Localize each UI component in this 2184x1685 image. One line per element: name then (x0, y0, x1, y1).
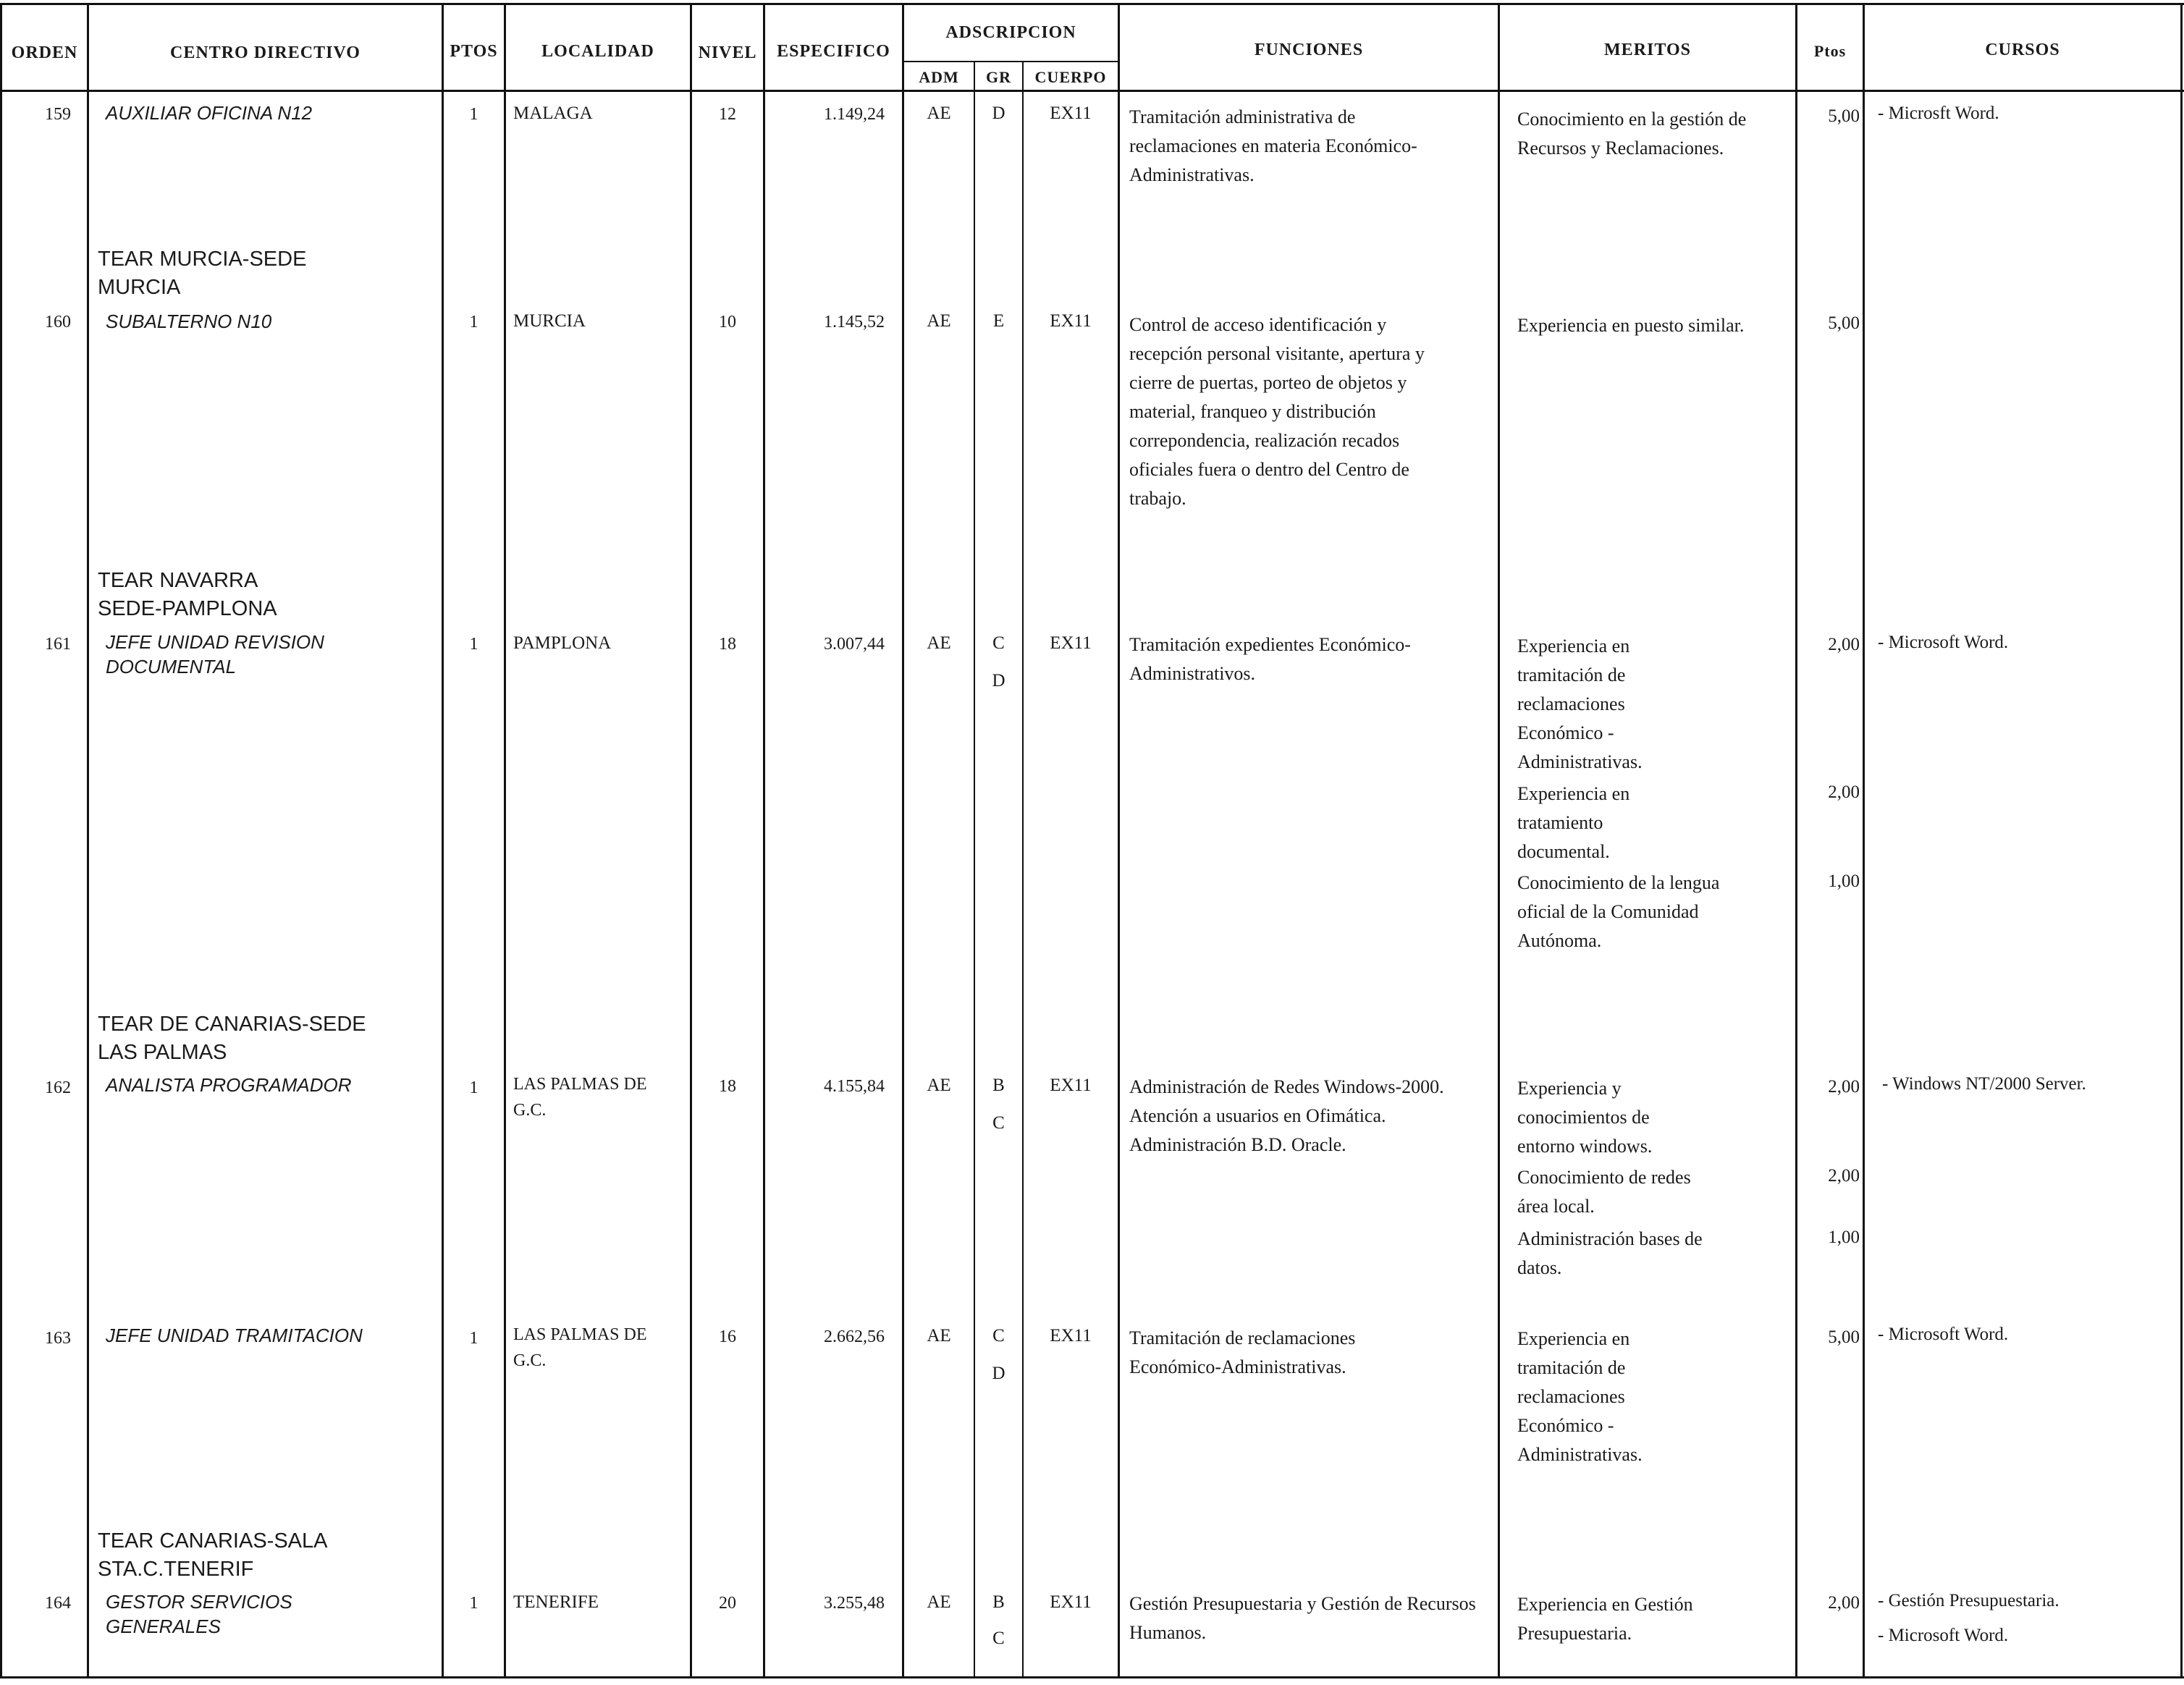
row-curso: - Microsft Word. (1878, 104, 1999, 123)
row-localidad: MURCIA (513, 311, 586, 331)
header-bottom-rule (0, 90, 2184, 92)
row-ptos: 1 (469, 1594, 478, 1613)
col-divider-nivel (763, 3, 765, 1678)
row-curso: - Windows NT/2000 Server. (1882, 1074, 2086, 1094)
row-merito-pts: 2,00 (1828, 1593, 1860, 1613)
header-gr: GR (986, 68, 1011, 86)
row-funciones: Control de acceso identificación y recepción personal visitante, apertura y cierre de puertas, porteo de objetos y material, franqueo y distribución correpondencia, realización recados oficiales fuera o dentro del Centro de trabajo. (1129, 314, 1425, 509)
header-localidad: LOCALIDAD (541, 42, 654, 61)
row-cuerpo: EX11 (1050, 104, 1092, 123)
row-cuerpo: EX11 (1050, 633, 1092, 653)
col-divider-funciones (1498, 3, 1500, 1678)
row-puesto: AUXILIAR OFICINA N12 (106, 102, 313, 124)
row-merito-text: Experiencia y conocimientos de entorno windows. (1517, 1078, 1653, 1157)
row-merito-pts: 1,00 (1828, 1228, 1860, 1247)
row-adm: AE (927, 1076, 951, 1095)
row-adm: AE (927, 1592, 951, 1612)
row-merito-pts: 2,00 (1828, 1166, 1860, 1186)
row-merito-pts: 5,00 (1828, 1327, 1860, 1347)
row-centro-directivo: TEAR MURCIA-SEDE MURCIA (98, 248, 307, 299)
row-gr: C (992, 1326, 1005, 1346)
row-puesto: JEFE UNIDAD REVISION DOCUMENTAL (106, 631, 324, 677)
row-puesto: JEFE UNIDAD TRAMITACION (106, 1325, 363, 1346)
row-gr: C (992, 633, 1005, 653)
row-orden: 160 (45, 313, 71, 331)
row-localidad: LAS PALMAS DE G.C. (513, 1325, 647, 1370)
row-gr-secondary: D (992, 671, 1005, 691)
row-funciones: Administración de Redes Windows-2000. Atención a usuarios en Ofimática. Administración B.D. Oracle. (1129, 1076, 1444, 1155)
row-cuerpo: EX11 (1050, 311, 1092, 331)
header-cursos: CURSOS (1985, 41, 2060, 59)
row-puesto: GESTOR SERVICIOS GENERALES (106, 1591, 292, 1637)
col-divider-especifico (902, 3, 904, 1678)
row-curso: - Microsoft Word. (1878, 1325, 2009, 1344)
col-divider-adm (974, 61, 975, 1678)
row-ptos: 1 (469, 1078, 478, 1097)
col-divider-cuerpo (1118, 3, 1120, 1678)
row-gr: B (992, 1592, 1005, 1612)
row-adm: AE (927, 633, 951, 653)
row-merito-pts: 2,00 (1828, 782, 1860, 802)
row-localidad: PAMPLONA (513, 633, 612, 653)
col-divider-ptos (504, 3, 506, 1678)
header-adscripcion: ADSCRIPCION (945, 23, 1076, 42)
row-gr-secondary: C (992, 1113, 1005, 1133)
row-funciones: Tramitación administrativa de reclamaciones en materia Económico-Administrativas. (1129, 106, 1417, 185)
adscripcion-sub-rule (902, 61, 1118, 62)
col-divider-orden (87, 3, 89, 1678)
row-merito-text: Experiencia en Gestión Presupuestaria. (1517, 1594, 1693, 1644)
header-cuerpo: CUERPO (1034, 68, 1107, 86)
row-orden: 161 (45, 635, 71, 654)
row-funciones: Tramitación de reclamaciones Económico-Administrativas. (1129, 1327, 1356, 1377)
row-especifico: 3.007,44 (824, 635, 885, 654)
row-cuerpo: EX11 (1050, 1076, 1092, 1095)
row-ptos: 1 (469, 635, 478, 654)
row-gr: E (992, 311, 1005, 331)
row-merito-text: Conocimiento de redes área local. (1517, 1167, 1691, 1217)
row-nivel: 10 (719, 313, 736, 331)
left-border (0, 3, 2, 1678)
row-gr-secondary: D (992, 1364, 1005, 1383)
row-centro-directivo: TEAR CANARIAS-SALA STA.C.TENERIF (98, 1529, 326, 1581)
header-orden: ORDEN (11, 43, 78, 62)
row-adm: AE (927, 104, 951, 123)
row-merito-text: Conocimiento de la lengua oficial de la Comunidad Autónoma. (1517, 872, 1720, 951)
row-nivel: 18 (719, 635, 736, 654)
row-merito-pts: 5,00 (1828, 106, 1860, 126)
row-puesto: ANALISTA PROGRAMADOR (106, 1074, 352, 1096)
row-ptos: 1 (469, 313, 478, 331)
row-funciones: Gestión Presupuestaria y Gestión de Recursos Humanos. (1129, 1593, 1476, 1643)
row-orden: 162 (45, 1078, 71, 1097)
row-ptos: 1 (469, 105, 478, 124)
row-cuerpo: EX11 (1050, 1326, 1092, 1346)
row-especifico: 1.145,52 (824, 313, 885, 331)
row-centro-directivo: TEAR DE CANARIAS-SEDE LAS PALMAS (98, 1013, 366, 1064)
row-adm: AE (927, 1326, 951, 1346)
row-localidad: LAS PALMAS DE G.C. (513, 1075, 647, 1120)
row-puesto: SUBALTERNO N10 (106, 311, 272, 332)
col-divider-centro (442, 3, 444, 1678)
row-ptos: 1 (469, 1329, 478, 1348)
row-merito-text: Administración bases de datos. (1517, 1228, 1703, 1278)
row-adm: AE (927, 311, 951, 331)
row-merito-pts: 2,00 (1828, 1077, 1860, 1097)
row-nivel: 12 (719, 105, 736, 124)
row-curso: - Microsoft Word. (1878, 633, 2009, 652)
row-especifico: 4.155,84 (824, 1077, 885, 1096)
header-adm: ADM (919, 68, 959, 86)
row-gr-secondary: C (992, 1629, 1005, 1648)
header-centro-directivo: CENTRO DIRECTIVO (170, 43, 361, 62)
header-especifico: ESPECIFICO (777, 42, 890, 61)
header-funciones: FUNCIONES (1254, 41, 1364, 59)
row-merito-pts: 2,00 (1828, 635, 1860, 654)
row-localidad: TENERIFE (513, 1592, 599, 1612)
bottom-border (0, 1676, 2184, 1678)
row-merito-pts: 5,00 (1828, 313, 1860, 333)
header-nivel: NIVEL (698, 43, 757, 62)
row-gr: B (992, 1076, 1005, 1095)
row-orden: 159 (45, 105, 71, 124)
row-funciones: Tramitación expedientes Económico-Administrativos. (1129, 634, 1411, 684)
row-localidad: MALAGA (513, 104, 593, 123)
row-nivel: 16 (719, 1327, 736, 1346)
row-merito-pts: 1,00 (1828, 871, 1860, 891)
row-especifico: 3.255,48 (824, 1594, 885, 1613)
row-centro-directivo: TEAR NAVARRA SEDE-PAMPLONA (98, 569, 277, 620)
row-cuerpo: EX11 (1050, 1592, 1092, 1612)
col-divider-gr (1022, 61, 1024, 1678)
row-merito-text: Experiencia en tramitación de reclamaciones Económico - Administrativas. (1517, 635, 1643, 772)
row-especifico: 2.662,56 (824, 1327, 885, 1346)
row-merito-text: Experiencia en tramitación de reclamaciones Económico - Administrativas. (1517, 1328, 1643, 1465)
header-ptos: PTOS (450, 42, 498, 61)
row-merito-text: Experiencia en puesto similar. (1517, 315, 1745, 336)
row-curso: - Microsoft Word. (1878, 1626, 2009, 1645)
row-especifico: 1.149,24 (824, 105, 885, 124)
row-merito-text: Experiencia en tratamiento documental. (1517, 783, 1630, 862)
row-curso: - Gestión Presupuestaria. (1878, 1591, 2059, 1610)
col-divider-meritos (1795, 3, 1797, 1678)
header-ptos-meritos: Ptos (1813, 42, 1847, 60)
row-orden: 163 (45, 1329, 71, 1348)
right-border (2180, 3, 2183, 1678)
col-divider-ptos-meritos (1863, 3, 1865, 1678)
top-border (0, 3, 2184, 5)
col-divider-localidad (690, 3, 692, 1678)
row-orden: 164 (45, 1594, 71, 1613)
row-nivel: 20 (719, 1594, 736, 1613)
row-merito-text: Conocimiento en la gestión de Recursos y Reclamaciones. (1517, 109, 1747, 159)
row-nivel: 18 (719, 1077, 736, 1096)
row-gr: D (992, 104, 1005, 123)
header-meritos: MERITOS (1604, 41, 1691, 59)
